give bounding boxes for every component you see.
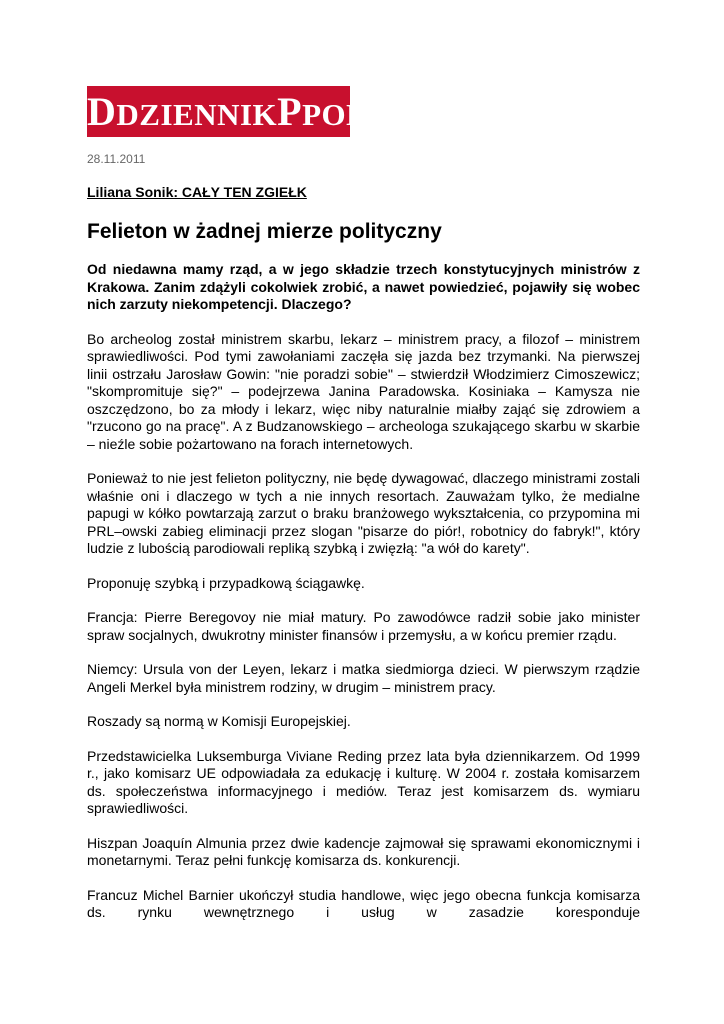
article-body	[87, 261, 640, 939]
article-title: Felieton w żadnej mierze polityczny	[87, 220, 442, 243]
logo-text-polski: POLSKI	[302, 97, 423, 132]
paragraph: Proponuję szybką i przypadkową ściągawkę.	[87, 574, 365, 591]
paragraph: Francuz Michel Barnier ukończył studia handlowe, więc jego obecna funkcja komisarza ds. rynku wewnętrznego i usług w zasadzie koresponduje	[87, 886, 640, 920]
dziennik-polski-logo: DDZIENNIKPPOLSKI	[87, 86, 350, 137]
paragraph: Bo archeolog został ministrem skarbu, lekarz – ministrem pracy, a filozof – ministrem sprawiedliwości. Pod tymi zawołaniami zaczęła się jazda bez trzymanki. Na pierwszej linii ostrzału Jarosław Gowin: "nie poradzi sobie" – stwierdził Włodzimierz Cimoszewicz; "skompromituje się?" – podejrzewa Janina Paradowska. Kosiniaka – Kamysza nie oszczędzono, bo za młody i lekarz, więc niby naturalnie miałby zająć się zdrowiem a "rzucono go na pracę". A z Budzanowskiego – archeologa szukającego skarbu w skarbie – nieźle sobie pożartowano na forach internetowych.	[87, 330, 640, 452]
paragraph: Francja: Pierre Beregovoy nie miał matury. Po zawodówce radził sobie jako minister spraw socjalnych, dwukrotny minister finansów i przemysłu, a w końcu premier rządu.	[87, 609, 640, 643]
paragraph: Hiszpan Joaquín Almunia przez dwie kadencje zajmował się sprawami ekonomicznymi i monetarnymi. Teraz pełni funkcję komisarza ds. konkurencji.	[87, 834, 640, 868]
paragraph: Ponieważ to nie jest felieton polityczny, nie będę dywagować, dlaczego ministrami zostali właśnie oni i dlaczego w tych a nie innych resortach. Zauważam tylko, że medialne papugi w kółko powtarzają zarzut o braku branżowego wykształcenia, co przypomina mi PRL–owski zabieg eliminacji przez slogan "pisarze do piór!, robotnicy do fabryk!", który ludzie z lubością parodiowali repliką szybką i zwięzłą: "a wół do karety".	[87, 470, 640, 556]
logo-text-dziennik: DZIENNIK	[116, 97, 278, 132]
paragraph: Przedstawicielka Luksemburga Viviane Reding przez lata była dziennikarzem. Od 1999 r., jako komisarz UE odpowiadała za edukację i kulturę. W 2004 r. została komisarzem ds. społeczeństwa informacyjnego i mediów. Teraz jest komisarzem ds. wymiaru sprawiedliwości.	[87, 747, 640, 816]
paragraph: Niemcy: Ursula von der Leyen, lekarz i matka siedmiorga dzieci. W pierwszym rządzie Angeli Merkel była ministrem rodziny, w drugim – ministrem pracy.	[87, 661, 640, 695]
article-lead: Od niedawna mamy rząd, a w jego składzie trzech konstytucyjnych ministrów z Krakowa. Zanim zdążyli cokolwiek zrobić, a nawet powiedzieć, pojawiły się wobec nich zarzuty niekompetencji. Dlaczego?	[87, 261, 640, 312]
column-byline: Liliana Sonik: CAŁY TEN ZGIEŁK	[87, 184, 307, 200]
publication-date: 28.11.2011	[87, 152, 146, 166]
paragraph: Roszady są normą w Komisji Europejskiej.	[87, 713, 351, 729]
